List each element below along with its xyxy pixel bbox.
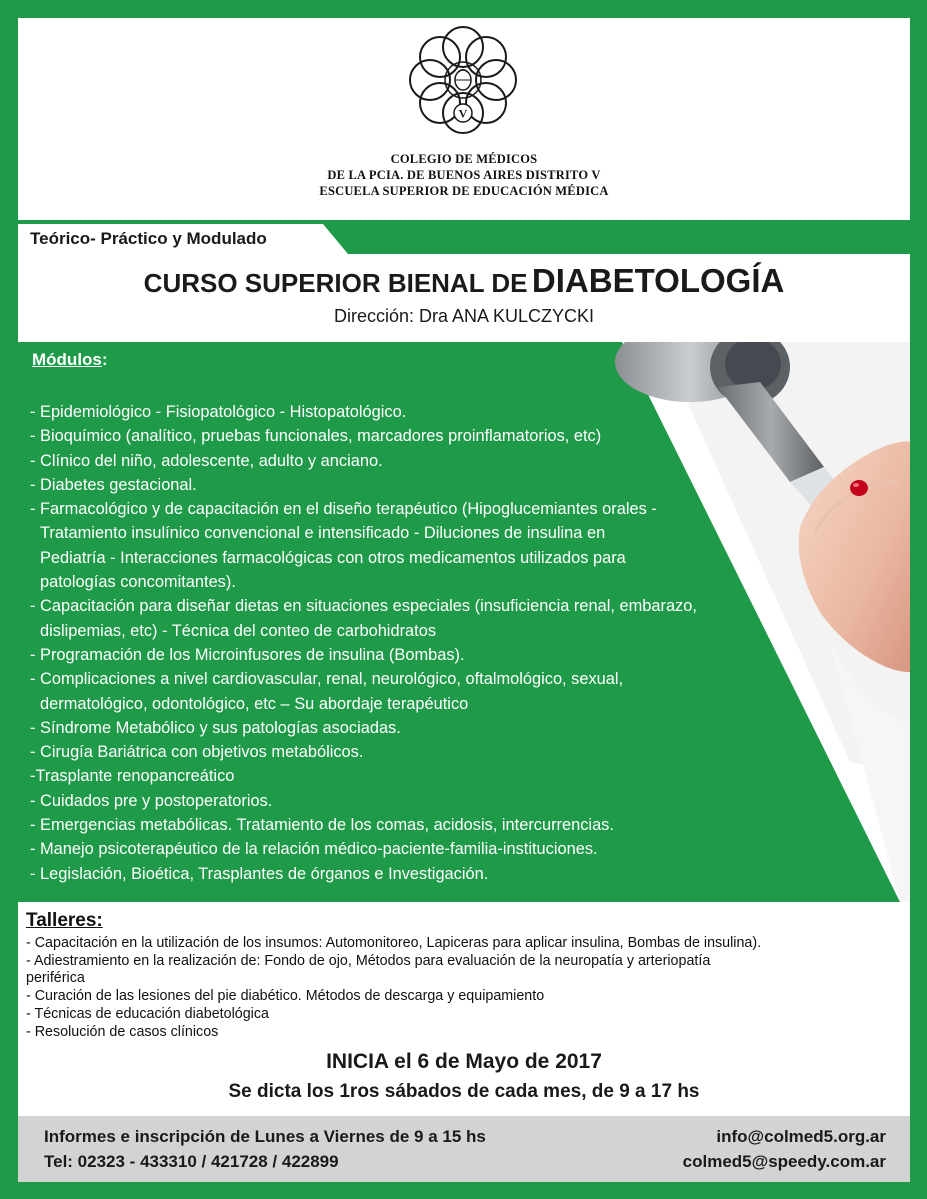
module-item: - Bioquímico (analítico, pruebas funcionales, marcadores proinflamatorios, etc) <box>30 427 602 446</box>
course-direction: Dirección: Dra ANA KULCZYCKI <box>333 306 595 326</box>
shield-emblem-icon <box>455 70 471 91</box>
workshops-list <box>26 935 906 1041</box>
module-item: - Clínico del niño, adolescente, adulto y anciano. <box>30 451 383 470</box>
module-item: - Capacitación para diseñar dietas en situaciones especiales (insuficiencia renal, embarazo, <box>30 597 697 616</box>
module-item: - Cuidados pre y postoperatorios. <box>30 791 273 810</box>
module-item: - Farmacológico y de capacitación en el diseño terapéutico (Hipoglucemiantes orales - <box>30 500 657 519</box>
modules-heading-colon: : <box>101 350 108 369</box>
institution-line-3: ESCUELA SUPERIOR DE EDUCACIÓN MÉDICA <box>319 184 609 198</box>
workshops-heading-label: Talleres <box>26 910 97 931</box>
email-secondary[interactable]: colmed5@speedy.com.ar <box>682 1152 886 1171</box>
contact-footer <box>18 1116 910 1182</box>
workshop-item: periférica <box>26 970 85 987</box>
module-item: dermatológico, odontológico, etc – Su abordaje terapéutico <box>40 694 469 713</box>
module-item: patologías concomitantes). <box>40 573 236 592</box>
module-item: -Trasplante renopancreático <box>30 767 235 786</box>
schedule-text: Se dicta los 1ros sábados de cada mes, de 9 a 17 hs <box>228 1081 700 1102</box>
office-hours: Informes e inscripción de Lunes a Viernes de 9 a 15 hs <box>44 1127 486 1146</box>
module-item: - Programación de los Microinfusores de insulina (Bombas). <box>30 645 465 664</box>
workshop-item: - Técnicas de educación diabetológica <box>26 1005 269 1022</box>
course-title-main: DIABETOLOGÍA <box>531 262 785 299</box>
modules-list <box>30 400 810 886</box>
module-item: Pediatría - Interacciones farmacológicas con otros medicamentos utilizados para <box>40 548 626 567</box>
institution-line-2: DE LA PCIA. DE BUENOS AIRES DISTRITO V <box>327 168 601 182</box>
workshop-item: - Adiestramiento en la realización de: Fondo de ojo, Métodos para evaluación de la neuropatía y arteriopatía <box>26 952 711 969</box>
module-item: - Legislación, Bioética, Trasplantes de órganos e Investigación. <box>30 864 489 883</box>
logo-letter: V <box>458 106 468 121</box>
workshop-item: - Capacitación en la utilización de los insumos: Automonitoreo, Lapiceras para aplicar insulina, Bombas de insulina). <box>26 935 762 951</box>
college-logo <box>407 24 519 148</box>
phone-numbers: Tel: 02323 - 433310 / 421728 / 422899 <box>44 1152 339 1171</box>
workshops-heading <box>26 910 103 932</box>
course-title-prefix: CURSO SUPERIOR BIENAL DE <box>143 268 528 298</box>
workshop-item: - Curación de las lesiones del pie diabético. Métodos de descarga y equipamiento <box>26 988 545 1005</box>
workshops-heading-colon: : <box>96 910 103 931</box>
institution-line-1: COLEGIO DE MÉDICOS <box>390 152 538 166</box>
module-item: - Complicaciones a nivel cardiovascular, renal, neurológico, oftalmológico, sexual, <box>30 670 624 689</box>
module-item: - Epidemiológico - Fisiopatológico - Histopatológico. <box>30 403 407 421</box>
module-item: - Manejo psicoterapéutico de la relación médico-paciente-familia-instituciones. <box>30 840 598 859</box>
course-format-subtitle: Teórico- Práctico y Modulado <box>30 229 267 248</box>
modules-heading-label: Módulos <box>32 350 102 369</box>
course-title <box>18 262 910 300</box>
module-item: dislipemias, etc) - Técnica del conteo de carbohidratos <box>40 621 437 640</box>
start-date: INICIA el 6 de Mayo de 2017 <box>326 1050 602 1073</box>
module-item: Tratamiento insulínico convencional e intensificado - Diluciones de insulina en <box>40 524 606 543</box>
module-item: - Cirugía Bariátrica con objetivos metabólicos. <box>30 743 364 762</box>
email-info[interactable]: info@colmed5.org.ar <box>716 1127 886 1146</box>
workshop-item: - Resolución de casos clínicos <box>26 1023 219 1040</box>
module-item: - Diabetes gestacional. <box>30 475 197 494</box>
module-item: - Síndrome Metabólico y sus patologías asociadas. <box>30 718 401 737</box>
blood-drop-icon <box>850 480 868 496</box>
module-item: - Emergencias metabólicas. Tratamiento de los comas, acidosis, intercurrencias. <box>30 816 614 835</box>
modules-heading <box>32 350 108 370</box>
